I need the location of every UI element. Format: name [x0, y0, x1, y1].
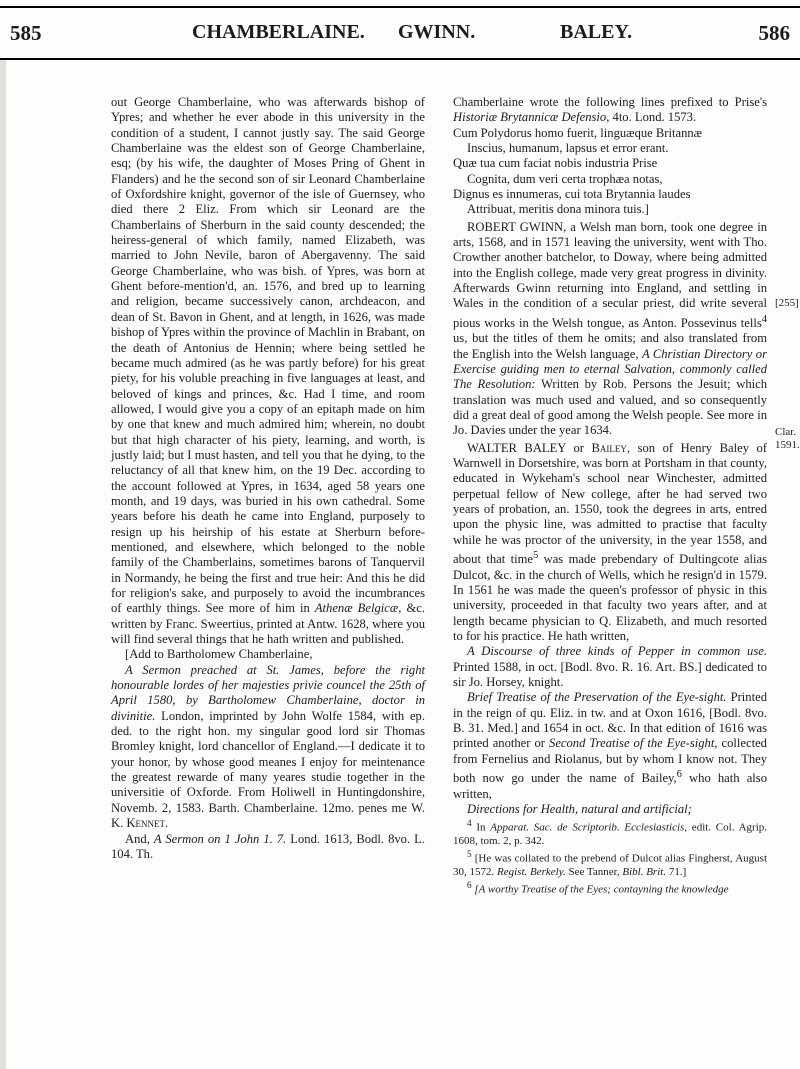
verse-line: Cum Polydorus homo fuerit, linguæque Britannæ: [453, 125, 703, 140]
pepper-entry: A Discourse of three kinds of Pepper in common use. Printed 1588, in oct. [Bodl. 8vo. R. 16. Art. BS.] dedicated to sir Jo. Horsey, knight.: [453, 644, 767, 690]
right-column: [453, 95, 767, 896]
verse-line: Cognita, dum veri certa trophæa notas,: [467, 171, 663, 186]
left-column: [111, 95, 425, 862]
baley-paragraph: WALTER BALEY or Bailey, son of Henry Baley of Warnwell in Dorsetshire, was born at Portsham in that county, educated in Wykeham's school near Winchester, admitted perpetual fellow of New college, after he had served two years of probation, an. 1550, took the degrees in arts, entred upon the physic line, was admitted to practise that faculty while he was proctor of the university, in the year 1558, and about that time$^5$ was made prebendary of Dultingcote alias Dulcot, &c. in the church of Wells, which he resign'd in 1579. In 1561 he was made the queen's professor of physic in this university, proceeded in that faculty two years after, and at length became physician to Q. Elizabeth, and much resorted to for his practice. He hath written,: [453, 440, 768, 644]
running-head-gwinn: GWINN.: [398, 21, 476, 43]
running-head-chamberlaine: CHAMBERLAINE.: [192, 21, 365, 43]
verse-line: Dignus es innumeras, cui tota Brytannia laudes: [453, 187, 691, 202]
page-number-left: 585: [10, 21, 42, 45]
sermon-john-entry: And, A Sermon on 1 John 1. 7. Lond. 1613, Bodl. 8vo. L. 104. Th.: [111, 831, 425, 861]
sermon-entry: A Sermon preached at St. James, before the right honourable lordes of her majesties privie councel the 25th of April 1580, by Bartholomew Chamberlaine, doctor in divinitie. London, imprinted by John Wolfe 1584, with ep. ded. to the right hon. my singular good lord sir Thomas Bromley knight, lord chancellor of England.—I dedicate it to your honor, by whose good meanes I enjoy for meintenance the greatest rewarde of many yeares studie together in the universitie of Oxforde. From Holiwell in Huntingdonshire, Novemb. 2, 1583. Barth. Chamberlaine. 12mo. penes me W. K. Kennet.: [111, 662, 425, 831]
footnote-5: $^5$ [He was collated to the prebend of Dulcot alias Fingherst, August 30, 1572. Regist. Berkely. See Tanner, Bibl. Brit. 71.]: [453, 849, 767, 878]
verse-line: Quæ tua cum faciat nobis industria Prise: [453, 156, 658, 171]
verse-line: Attribuat, meritis dona minora tuis.]: [467, 202, 649, 217]
top-rule: [0, 6, 800, 8]
chamberlaine-paragraph: out George Chamberlaine, who was afterwards bishop of Ypres; and whether he ever abode in this university in the condition of a student, I cannot justly say. The said George Chamberlaine was the eldest son of George Chamberlaine, esq; (by his wife, the daughter of Moses Pring of Ghent in Flanders) and he the second son of sir Leonard Chamberlaine of Oxfordshire knight, governor of the isle of Guernsey, who died there 2 Eliz. From which sir Leonard are the Chamberlains of Sherburn in the said county descended; the heiress-general of which family, named Elizabeth, was married to John Nevile, baron of Abergavenny. The said George Chamberlaine, who was bish. of Ypres, was born at Ghent before-mention'd, an. 1576, and bred up to learning and religion, became successively canon, archdeacon, and dean of St. Bavon in Ghent, and at length, in 1626, was made bishop of Ypres within the province of Machlin in Brabant, on the death of Antonius de Hennin; where being settled he became much admired (as he was partly before) for his great piety, for his voluble preaching in five languages at least, and beloved of kings and princes, &c. Had I time, and room allowed, I would give you a copy of an epitaph made on him by one that knew and much admired him; wherein, no doubt but that high character of his piety, learning, and worth, is justly laid; but I must hasten, and tell you that he dying, to the reluctancy of all that knew him, on the 19 Dec. according to the account followed at Ypres, in 1634, aged 58 years one month, and 19 days, was buried in his own cathedral. Some years before his death he came into England, purposely to resign up his heirship of his estate at Sherburn before-mentioned, and elsewhere, which belonged to the noble family of the Chamberlains, sometimes barons of Tanquervil in Normandy, he being the first and true heir: And this he did for religion's sake, and purposely to avoid the incumbrances of earthly things. See more of him in Athenæ Belgicæ, &c. written by Franc. Sweertius, printed at Antw. 1628, where you will find several things that he hath written and published.: [111, 95, 425, 647]
footnote-4: $^4$ In Apparat. Sac. de Scriptorib. Ecclesiasticis, edit. Col. Agrip. 1608, tom. 2, p. 342.: [453, 818, 768, 848]
page-binding-shadow: [0, 60, 6, 1069]
header-rule: [0, 58, 800, 60]
page-number-right: 586: [758, 21, 790, 45]
verse-line: Inscius, humanum, lapsus et error erant.: [467, 141, 669, 156]
running-header: [0, 10, 800, 56]
margin-note-clar: Clar. 1591.: [775, 426, 800, 451]
eyesight-entry: Brief Treatise of the Preservation of the Eye-sight. Printed in the reign of qu. Eliz. in tw. and at Oxon 1616, [Bodl. 8vo. B. 31. Med.] and 1654 in oct. &c. In that edition of 1616 was printed another or Second Treatise of the Eye-sight, collected from Fernelius and Riolanus, but by whom I know not. They both now go under the name of Bailey,$^6$ who hath also written,: [453, 690, 767, 801]
gwinn-paragraph: ROBERT GWINN, a Welsh man born, took one degree in arts, 1568, and in 1571 leaving the university, went with Tho. Crowther another batchelor, to Doway, where being admitted into the English college, made very great progress in divinity. Afterwards Gwinn returning into England, and settling in Wales in the condition of a secular priest, did write several pious works in the Welsh tongue, as Anton. Possevinus tells$^4$ us, but the titles of them he omits; and also translated from the English into the Welsh language, A Christian Directory or Exercise guiding men to eternal Salvation, commonly called The Resolution: Written by Rob. Persons the Jesuit; which translation was much used and valued, and so consequently did a great deal of good among the Welsh people. See more in Jo. Davies under the year 1634.: [453, 219, 767, 438]
addition-intro: [Add to Bartholomew Chamberlaine,: [125, 647, 313, 662]
margin-note-page: [255]: [775, 297, 799, 309]
prise-intro: Chamberlaine wrote the following lines prefixed to Prise's Historiæ Brytannicæ Defensio, 4to. Lond. 1573.: [453, 95, 767, 125]
footnote-6: $^6$ [A worthy Treatise of the Eyes; contayning the knowledge: [467, 879, 729, 896]
running-head-baley: BALEY.: [560, 21, 633, 43]
health-entry: Directions for Health, natural and artificial;: [467, 802, 692, 817]
